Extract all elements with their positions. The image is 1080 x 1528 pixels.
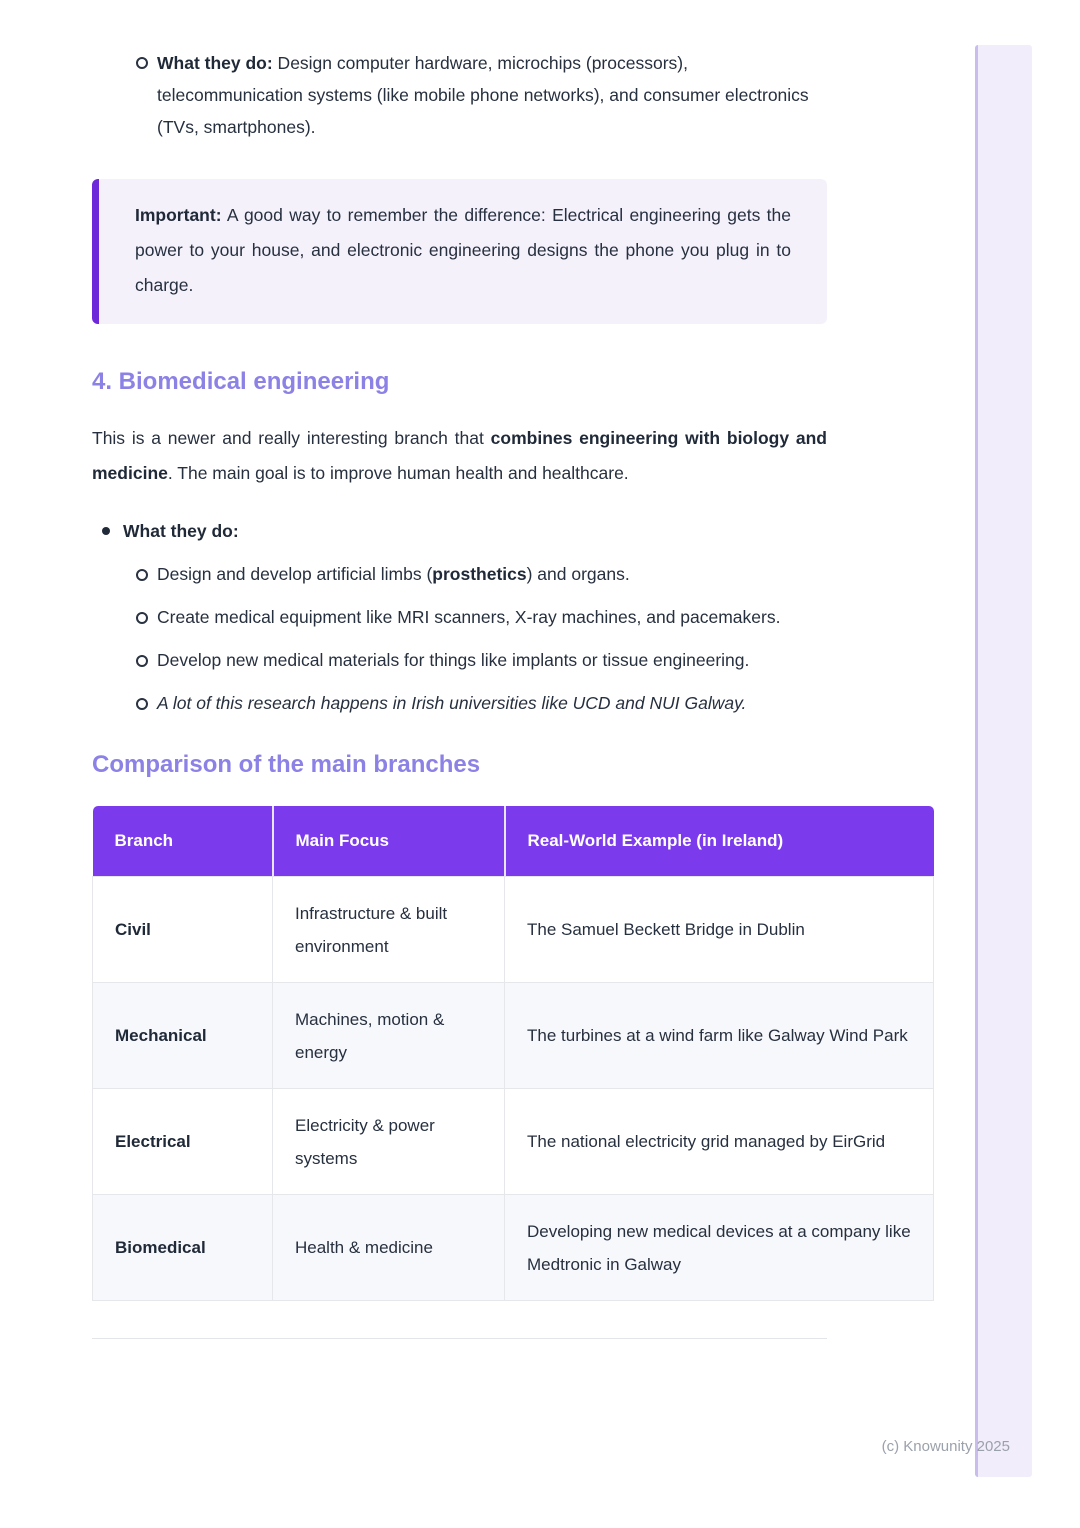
important-callout [92,179,827,324]
circle-bullet-icon [136,569,148,581]
comparison-table [92,806,934,1301]
cell-focus: Health & medicine [273,1195,505,1301]
column-header-branch: Branch [93,806,273,877]
biomedical-intro-paragraph [92,421,827,491]
paragraph-text: . The main goal is to improve human health and healthcare. [167,463,629,483]
section-title-biomedical: 4. Biomedical engineering [92,368,390,395]
table-body [93,877,934,1301]
cell-branch: Civil [93,877,273,983]
cell-example: The Samuel Beckett Bridge in Dublin [505,877,934,983]
table-row [93,983,934,1089]
circle-bullet-icon [136,612,148,624]
list-item-text: ) and organs. [526,564,630,584]
disc-bullet-icon [102,527,110,535]
cell-example: The turbines at a wind farm like Galway Wind Park [505,983,934,1089]
page-margin-strip [975,45,1032,1477]
list-item-text-italic: A lot of this research happens in Irish universities like UCD and NUI Galway. [157,693,747,713]
bullet-item [92,515,827,547]
table-header [93,806,934,877]
column-header-example: Real-World Example (in Ireland) [505,806,934,877]
cell-branch: Electrical [93,1089,273,1195]
list-item [92,687,827,719]
list-item-text: Design and develop artificial limbs ( [157,564,433,584]
list-title: What they do: [123,521,239,541]
list-item [92,644,827,676]
callout-text: A good way to remember the difference: Electrical engineering gets the power to your house, and electronic engineering designs the phone you plug in to charge. [135,205,791,295]
list-item [92,601,827,633]
footer-divider [92,1338,827,1339]
cell-focus: Infrastructure & built environment [273,877,505,983]
bullet-item [92,47,827,143]
list-item-bold: prosthetics [432,564,527,584]
cell-focus: Machines, motion & energy [273,983,505,1089]
bullet-text: Design computer hardware, microchips (processors), telecommunication systems (like mobile phone networks), and consumer electronics (TVs, smartphones). [157,53,809,137]
section-title-comparison: Comparison of the main branches [92,751,481,778]
table-row [93,877,934,983]
table-header-row [93,806,934,877]
circle-bullet-icon [136,655,148,667]
copyright-note: (c) Knowunity 2025 [881,1438,1010,1455]
list-item [92,558,827,590]
circle-bullet-icon [136,57,148,69]
paragraph-bold: combines engineering with biology and medicine [92,428,828,483]
biomedical-list [92,515,827,719]
cell-branch: Mechanical [93,983,273,1089]
bullet-bold-label: What they do: [157,53,273,73]
circle-bullet-icon [136,698,148,710]
list-item-text: Develop new medical materials for things like implants or tissue engineering. [157,650,750,670]
table-row [93,1195,934,1301]
cell-example: Developing new medical devices at a company like Medtronic in Galway [505,1195,934,1301]
cell-focus: Electricity & power systems [273,1089,505,1195]
document-content [92,0,911,1339]
cell-example: The national electricity grid managed by EirGrid [505,1089,934,1195]
paragraph-text: This is a newer and really interesting branch that [92,428,491,448]
list-item-text: Create medical equipment like MRI scanners, X-ray machines, and pacemakers. [157,607,781,627]
column-header-focus: Main Focus [273,806,505,877]
cell-branch: Biomedical [93,1195,273,1301]
callout-bold-label: Important: [135,205,222,225]
table-row [93,1089,934,1195]
